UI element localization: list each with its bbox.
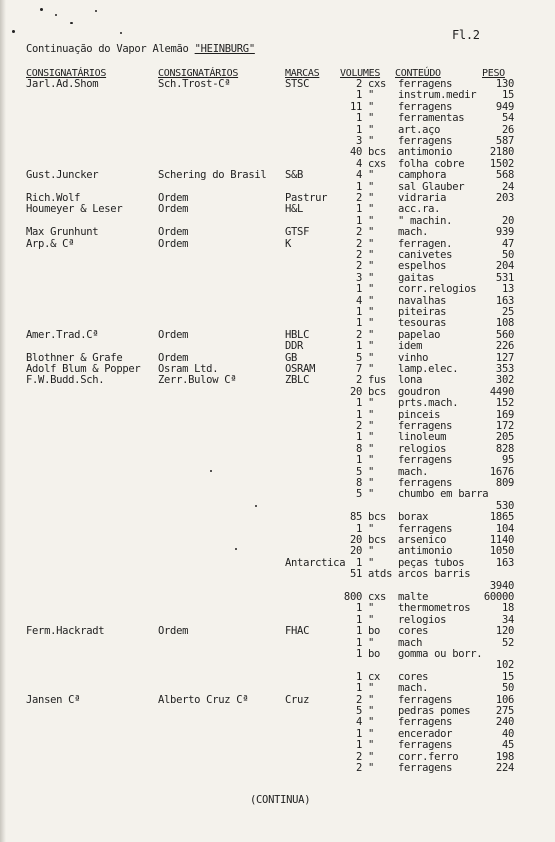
header-contents: CONTEÚDO bbox=[395, 68, 441, 79]
consignee-cell: Gust.Juncker bbox=[26, 169, 99, 182]
ink-speck bbox=[40, 8, 43, 11]
unit-cell: " bbox=[368, 613, 375, 626]
weight-cell: 47 bbox=[501, 237, 514, 250]
unit-cell: " bbox=[368, 169, 375, 182]
unit-cell: " bbox=[368, 488, 375, 501]
unit-cell: " bbox=[368, 214, 375, 227]
volume-cell: 5 bbox=[355, 705, 362, 717]
unit-cell: cxs bbox=[368, 591, 387, 603]
content-cell: borax bbox=[398, 511, 429, 524]
content-cell: ferragens bbox=[398, 522, 453, 535]
unit-cell: " bbox=[368, 283, 375, 296]
unit-cell: bcs bbox=[368, 511, 387, 524]
unit-cell: cx bbox=[368, 670, 381, 683]
shipper-cell: Ordem bbox=[158, 192, 189, 204]
unit-cell: fus bbox=[368, 374, 387, 387]
content-cell: vinho bbox=[398, 351, 429, 364]
content-cell: folha cobre bbox=[398, 157, 465, 170]
volume-cell: 2 bbox=[355, 249, 362, 261]
header-volumes: VOLUMES bbox=[340, 68, 381, 79]
mark-cell: GB bbox=[285, 351, 298, 364]
volume-cell: 1 bbox=[355, 112, 362, 125]
volume-cell: 1 bbox=[355, 556, 362, 569]
weight-cell: 60000 bbox=[483, 591, 514, 603]
content-cell: ferragens bbox=[398, 739, 453, 752]
weight-cell: 205 bbox=[495, 431, 514, 444]
content-cell: lona bbox=[398, 374, 423, 387]
content-cell: ferragens bbox=[398, 454, 453, 467]
consignee-cell: Amer.Trad.Cª bbox=[26, 328, 99, 341]
unit-cell: " bbox=[368, 271, 375, 284]
content-cell: relogios bbox=[398, 613, 447, 626]
weight-cell: 127 bbox=[495, 351, 514, 364]
unit-cell: " bbox=[368, 408, 375, 421]
content-cell: ferragens bbox=[398, 100, 453, 113]
document-title bbox=[26, 44, 255, 55]
weight-cell: 560 bbox=[495, 328, 514, 341]
mark-cell: OSRAM bbox=[285, 363, 316, 375]
unit-cell: " bbox=[368, 727, 375, 740]
volume-cell: 2 bbox=[355, 420, 362, 432]
content-cell: papelao bbox=[398, 328, 441, 341]
volume-cell: 3 bbox=[355, 135, 362, 147]
unit-cell: " bbox=[368, 705, 375, 717]
volume-cell: 2 bbox=[355, 78, 362, 90]
content-cell: art.aço bbox=[398, 123, 441, 136]
content-cell: gomma ou borr. bbox=[398, 648, 483, 660]
ink-speck bbox=[12, 30, 15, 33]
weight-cell: 26 bbox=[501, 123, 514, 136]
unit-cell: " bbox=[368, 420, 375, 432]
content-cell: arsenico bbox=[398, 534, 447, 546]
header-consignees: CONSIGNATÁRIOS bbox=[26, 68, 107, 79]
unit-cell: " bbox=[368, 545, 375, 558]
content-cell: ferragens bbox=[398, 762, 453, 774]
weight-cell: 1865 bbox=[489, 511, 514, 524]
consignee-cell: Adolf Blum & Popper bbox=[26, 363, 141, 375]
content-cell: encerador bbox=[398, 727, 453, 740]
consignee-cell: Jansen Cª bbox=[26, 693, 81, 706]
unit-cell: " bbox=[368, 135, 375, 147]
weight-cell: 52 bbox=[501, 636, 514, 649]
volume-cell: 1 bbox=[355, 123, 362, 136]
weight-cell: 40 bbox=[501, 727, 514, 740]
weight-cell: 939 bbox=[495, 226, 514, 239]
weight-cell: 45 bbox=[501, 739, 514, 752]
weight-cell: 1676 bbox=[489, 465, 514, 478]
unit-cell: " bbox=[368, 203, 375, 216]
ink-speck bbox=[120, 32, 122, 34]
weight-cell: 203 bbox=[495, 192, 514, 204]
volume-cell: 1 bbox=[355, 283, 362, 296]
volume-cell: 2 bbox=[355, 237, 362, 250]
volume-cell: 1 bbox=[355, 682, 362, 695]
unit-cell: atds bbox=[368, 568, 393, 581]
weight-cell: 302 bbox=[495, 374, 514, 387]
mark-cell: Antarctica bbox=[285, 556, 346, 569]
unit-cell: bcs bbox=[368, 534, 387, 546]
ink-speck bbox=[210, 470, 212, 472]
consignee-cell: Rich.Wolf bbox=[26, 192, 81, 204]
mark-cell: DDR bbox=[285, 340, 304, 353]
weight-cell: 275 bbox=[495, 705, 514, 717]
volume-cell: 11 bbox=[349, 100, 362, 113]
unit-cell: bo bbox=[368, 648, 381, 660]
weight-cell: 120 bbox=[495, 625, 514, 638]
content-cell: mach bbox=[398, 636, 423, 649]
weight-cell: 152 bbox=[495, 397, 514, 410]
content-cell: chumbo em barra bbox=[398, 488, 489, 501]
content-cell: navalhas bbox=[398, 294, 447, 307]
unit-cell: " bbox=[368, 716, 375, 729]
content-cell: pedras pomes bbox=[398, 705, 471, 717]
weight-cell: 224 bbox=[495, 762, 514, 774]
weight-cell: 95 bbox=[501, 454, 514, 467]
volume-cell: 1 bbox=[355, 602, 362, 615]
volume-cell: 2 bbox=[355, 192, 362, 204]
weight-cell: 50 bbox=[501, 249, 514, 261]
content-cell: ferragens bbox=[398, 78, 453, 90]
unit-cell: " bbox=[368, 351, 375, 364]
ink-speck bbox=[255, 505, 257, 507]
content-cell: ferragens bbox=[398, 693, 453, 706]
content-cell: sal Glauber bbox=[398, 180, 465, 193]
weight-cell: 587 bbox=[495, 135, 514, 147]
content-cell: antimonio bbox=[398, 146, 453, 159]
weight-cell: 130 bbox=[495, 78, 514, 90]
volume-cell: 1 bbox=[355, 431, 362, 444]
consignee-cell: Blothner & Grafe bbox=[26, 351, 123, 364]
weight-cell: 4490 bbox=[489, 385, 514, 398]
weight-cell: 1502 bbox=[489, 157, 514, 170]
weight-cell: 169 bbox=[495, 408, 514, 421]
volume-cell: 1 bbox=[355, 408, 362, 421]
weight-cell: 530 bbox=[495, 499, 514, 512]
mark-cell: H&L bbox=[285, 203, 304, 216]
unit-cell: bcs bbox=[368, 146, 387, 159]
volume-cell: 8 bbox=[355, 442, 362, 455]
unit-cell: " bbox=[368, 317, 375, 330]
volume-cell: 8 bbox=[355, 477, 362, 489]
shipper-cell: Osram Ltd. bbox=[158, 363, 219, 375]
weight-cell: 104 bbox=[495, 522, 514, 535]
weight-cell: 3940 bbox=[489, 579, 514, 592]
content-cell: ferragens bbox=[398, 716, 453, 729]
header-weight: PESO bbox=[482, 68, 505, 79]
shipper-cell: Ordem bbox=[158, 328, 189, 341]
weight-cell: 226 bbox=[495, 340, 514, 353]
volume-cell: 2 bbox=[355, 260, 362, 273]
unit-cell: " bbox=[368, 328, 375, 341]
shipper-cell: Sch.Trost-Cª bbox=[158, 78, 231, 90]
volume-cell: 2 bbox=[355, 374, 362, 387]
volume-cell: 1 bbox=[355, 317, 362, 330]
weight-cell: 15 bbox=[501, 670, 514, 683]
volume-cell: 5 bbox=[355, 351, 362, 364]
weight-cell: 172 bbox=[495, 420, 514, 432]
volume-cell: 1 bbox=[355, 613, 362, 626]
unit-cell: bcs bbox=[368, 385, 387, 398]
weight-cell: 163 bbox=[495, 294, 514, 307]
weight-cell: 198 bbox=[495, 750, 514, 763]
weight-cell: 204 bbox=[495, 260, 514, 273]
volume-cell: 4 bbox=[355, 294, 362, 307]
content-cell: goudron bbox=[398, 385, 441, 398]
content-cell: pinceis bbox=[398, 408, 441, 421]
shipper-cell: Ordem bbox=[158, 625, 189, 638]
weight-cell: 108 bbox=[495, 317, 514, 330]
mark-cell: FHAC bbox=[285, 625, 310, 638]
page-edge-shadow bbox=[0, 0, 6, 842]
volume-cell: 1 bbox=[355, 739, 362, 752]
content-cell: vidraria bbox=[398, 192, 447, 204]
ink-speck bbox=[95, 10, 97, 12]
mark-cell: GTSF bbox=[285, 226, 310, 239]
volume-cell: 2 bbox=[355, 762, 362, 774]
mark-cell: ZBLC bbox=[285, 374, 310, 387]
content-cell: acc.ra. bbox=[398, 203, 441, 216]
content-cell: gaitas bbox=[398, 271, 435, 284]
mark-cell: STSC bbox=[285, 78, 310, 90]
volume-cell: 4 bbox=[355, 169, 362, 182]
content-cell: instrum.medir bbox=[398, 89, 477, 102]
unit-cell: " bbox=[368, 750, 375, 763]
volume-cell: 2 bbox=[355, 693, 362, 706]
weight-cell: 353 bbox=[495, 363, 514, 375]
weight-cell: 24 bbox=[501, 180, 514, 193]
content-cell: canivetes bbox=[398, 249, 453, 261]
unit-cell: " bbox=[368, 762, 375, 774]
consignee-cell: Arp.& Cª bbox=[26, 237, 75, 250]
header-marks: MARCAS bbox=[285, 68, 320, 79]
volume-cell: 20 bbox=[349, 545, 362, 558]
title-text: Continuação do Vapor Alemão bbox=[26, 43, 189, 55]
ink-speck bbox=[70, 22, 73, 24]
unit-cell: " bbox=[368, 306, 375, 318]
volume-cell: 1 bbox=[355, 306, 362, 318]
content-cell: ferragens bbox=[398, 477, 453, 489]
volume-cell: 20 bbox=[349, 385, 362, 398]
content-cell: piteiras bbox=[398, 306, 447, 318]
volume-cell: 1 bbox=[355, 89, 362, 102]
unit-cell: " bbox=[368, 636, 375, 649]
unit-cell: " bbox=[368, 226, 375, 239]
mark-cell: S&B bbox=[285, 169, 304, 182]
weight-cell: 1140 bbox=[489, 534, 514, 546]
content-cell: tesouras bbox=[398, 317, 447, 330]
shipper-cell: Alberto Cruz Cª bbox=[158, 693, 249, 706]
unit-cell: " bbox=[368, 556, 375, 569]
volume-cell: 4 bbox=[355, 157, 362, 170]
consignee-cell: Houmeyer & Leser bbox=[26, 203, 123, 216]
unit-cell: " bbox=[368, 739, 375, 752]
volume-cell: 1 bbox=[355, 214, 362, 227]
unit-cell: " bbox=[368, 294, 375, 307]
unit-cell: " bbox=[368, 123, 375, 136]
unit-cell: bo bbox=[368, 625, 381, 638]
shipper-cell: Zerr.Bulow Cª bbox=[158, 374, 237, 387]
unit-cell: " bbox=[368, 454, 375, 467]
volume-cell: 1 bbox=[355, 340, 362, 353]
weight-cell: 106 bbox=[495, 693, 514, 706]
mark-cell: HBLC bbox=[285, 328, 310, 341]
weight-cell: 20 bbox=[501, 214, 514, 227]
unit-cell: " bbox=[368, 682, 375, 695]
unit-cell: cxs bbox=[368, 157, 387, 170]
content-cell: cores bbox=[398, 625, 429, 638]
content-cell: thermometros bbox=[398, 602, 471, 615]
volume-cell: 20 bbox=[349, 534, 362, 546]
content-cell: camphora bbox=[398, 169, 447, 182]
unit-cell: " bbox=[368, 522, 375, 535]
volume-cell: 4 bbox=[355, 716, 362, 729]
content-cell: arcos barris bbox=[398, 568, 471, 581]
volume-cell: 1 bbox=[355, 180, 362, 193]
content-cell: malte bbox=[398, 591, 429, 603]
unit-cell: " bbox=[368, 112, 375, 125]
content-cell: mach. bbox=[398, 682, 429, 695]
volume-cell: 1 bbox=[355, 397, 362, 410]
volume-cell: 1 bbox=[355, 522, 362, 535]
content-cell: lamp.elec. bbox=[398, 363, 459, 375]
unit-cell: " bbox=[368, 249, 375, 261]
volume-cell: 40 bbox=[349, 146, 362, 159]
volume-cell: 51 bbox=[349, 568, 362, 581]
volume-cell: 2 bbox=[355, 328, 362, 341]
unit-cell: " bbox=[368, 431, 375, 444]
content-cell: peças tubos bbox=[398, 556, 465, 569]
weight-cell: 34 bbox=[501, 613, 514, 626]
unit-cell: " bbox=[368, 192, 375, 204]
volume-cell: 3 bbox=[355, 271, 362, 284]
volume-cell: 1 bbox=[355, 636, 362, 649]
shipper-cell: Ordem bbox=[158, 351, 189, 364]
volume-cell: 1 bbox=[355, 454, 362, 467]
weight-cell: 2180 bbox=[489, 146, 514, 159]
weight-cell: 15 bbox=[501, 89, 514, 102]
mark-cell: Pastrur bbox=[285, 192, 328, 204]
weight-cell: 531 bbox=[495, 271, 514, 284]
unit-cell: " bbox=[368, 363, 375, 375]
weight-cell: 102 bbox=[495, 659, 514, 672]
content-cell: ferragens bbox=[398, 135, 453, 147]
page-number: Fl.2 bbox=[452, 28, 480, 42]
volume-cell: 1 bbox=[355, 203, 362, 216]
volume-cell: 2 bbox=[355, 226, 362, 239]
consignee-cell: Jarl.Ad.Shom bbox=[26, 78, 99, 90]
content-cell: prts.mach. bbox=[398, 397, 459, 410]
weight-cell: 18 bbox=[501, 602, 514, 615]
volume-cell: 5 bbox=[355, 488, 362, 501]
weight-cell: 13 bbox=[501, 283, 514, 296]
ink-speck bbox=[55, 14, 57, 16]
content-cell: " machin. bbox=[398, 214, 453, 227]
content-cell: idem bbox=[398, 340, 423, 353]
mark-cell: Cruz bbox=[285, 693, 310, 706]
consignee-cell: Ferm.Hackradt bbox=[26, 625, 105, 638]
content-cell: ferramentas bbox=[398, 112, 465, 125]
unit-cell: " bbox=[368, 180, 375, 193]
content-cell: ferragens bbox=[398, 420, 453, 432]
weight-cell: 54 bbox=[501, 112, 514, 125]
continued-note: (CONTINUA) bbox=[250, 794, 311, 806]
volume-cell: 1 bbox=[355, 727, 362, 740]
unit-cell: " bbox=[368, 477, 375, 489]
unit-cell: " bbox=[368, 100, 375, 113]
weight-cell: 828 bbox=[495, 442, 514, 455]
shipper-cell: Ordem bbox=[158, 203, 189, 216]
content-cell: cores bbox=[398, 670, 429, 683]
unit-cell: " bbox=[368, 397, 375, 410]
volume-cell: 5 bbox=[355, 465, 362, 478]
weight-cell: 949 bbox=[495, 100, 514, 113]
unit-cell: " bbox=[368, 465, 375, 478]
ship-name: "HEINBURG" bbox=[194, 43, 255, 55]
unit-cell: " bbox=[368, 260, 375, 273]
unit-cell: " bbox=[368, 89, 375, 102]
content-cell: ferragen. bbox=[398, 237, 453, 250]
shipper-cell: Schering do Brasil bbox=[158, 169, 267, 182]
unit-cell: " bbox=[368, 237, 375, 250]
weight-cell: 50 bbox=[501, 682, 514, 695]
header-shippers: CONSIGNATÁRIOS bbox=[158, 68, 239, 79]
volume-cell: 1 bbox=[355, 648, 362, 660]
unit-cell: " bbox=[368, 442, 375, 455]
consignee-cell: Max Grunhunt bbox=[26, 226, 99, 239]
shipper-cell: Ordem bbox=[158, 237, 189, 250]
volume-cell: 85 bbox=[349, 511, 362, 524]
content-cell: mach. bbox=[398, 226, 429, 239]
unit-cell: " bbox=[368, 602, 375, 615]
content-cell: corr.ferro bbox=[398, 750, 459, 763]
weight-cell: 163 bbox=[495, 556, 514, 569]
weight-cell: 25 bbox=[501, 306, 514, 318]
unit-cell: " bbox=[368, 693, 375, 706]
weight-cell: 1050 bbox=[489, 545, 514, 558]
content-cell: mach. bbox=[398, 465, 429, 478]
unit-cell: cxs bbox=[368, 78, 387, 90]
ink-speck bbox=[235, 548, 237, 550]
weight-cell: 240 bbox=[495, 716, 514, 729]
weight-cell: 809 bbox=[495, 477, 514, 489]
volume-cell: 2 bbox=[355, 750, 362, 763]
unit-cell: " bbox=[368, 340, 375, 353]
volume-cell: 1 bbox=[355, 670, 362, 683]
volume-cell: 7 bbox=[355, 363, 362, 375]
consignee-cell: F.W.Budd.Sch. bbox=[26, 374, 105, 387]
content-cell: antimonio bbox=[398, 545, 453, 558]
content-cell: espelhos bbox=[398, 260, 447, 273]
weight-cell: 568 bbox=[495, 169, 514, 182]
volume-cell: 800 bbox=[343, 591, 362, 603]
shipper-cell: Ordem bbox=[158, 226, 189, 239]
volume-cell: 1 bbox=[355, 625, 362, 638]
content-cell: corr.relogios bbox=[398, 283, 477, 296]
mark-cell: K bbox=[285, 237, 292, 250]
content-cell: relogios bbox=[398, 442, 447, 455]
content-cell: linoleum bbox=[398, 431, 447, 444]
